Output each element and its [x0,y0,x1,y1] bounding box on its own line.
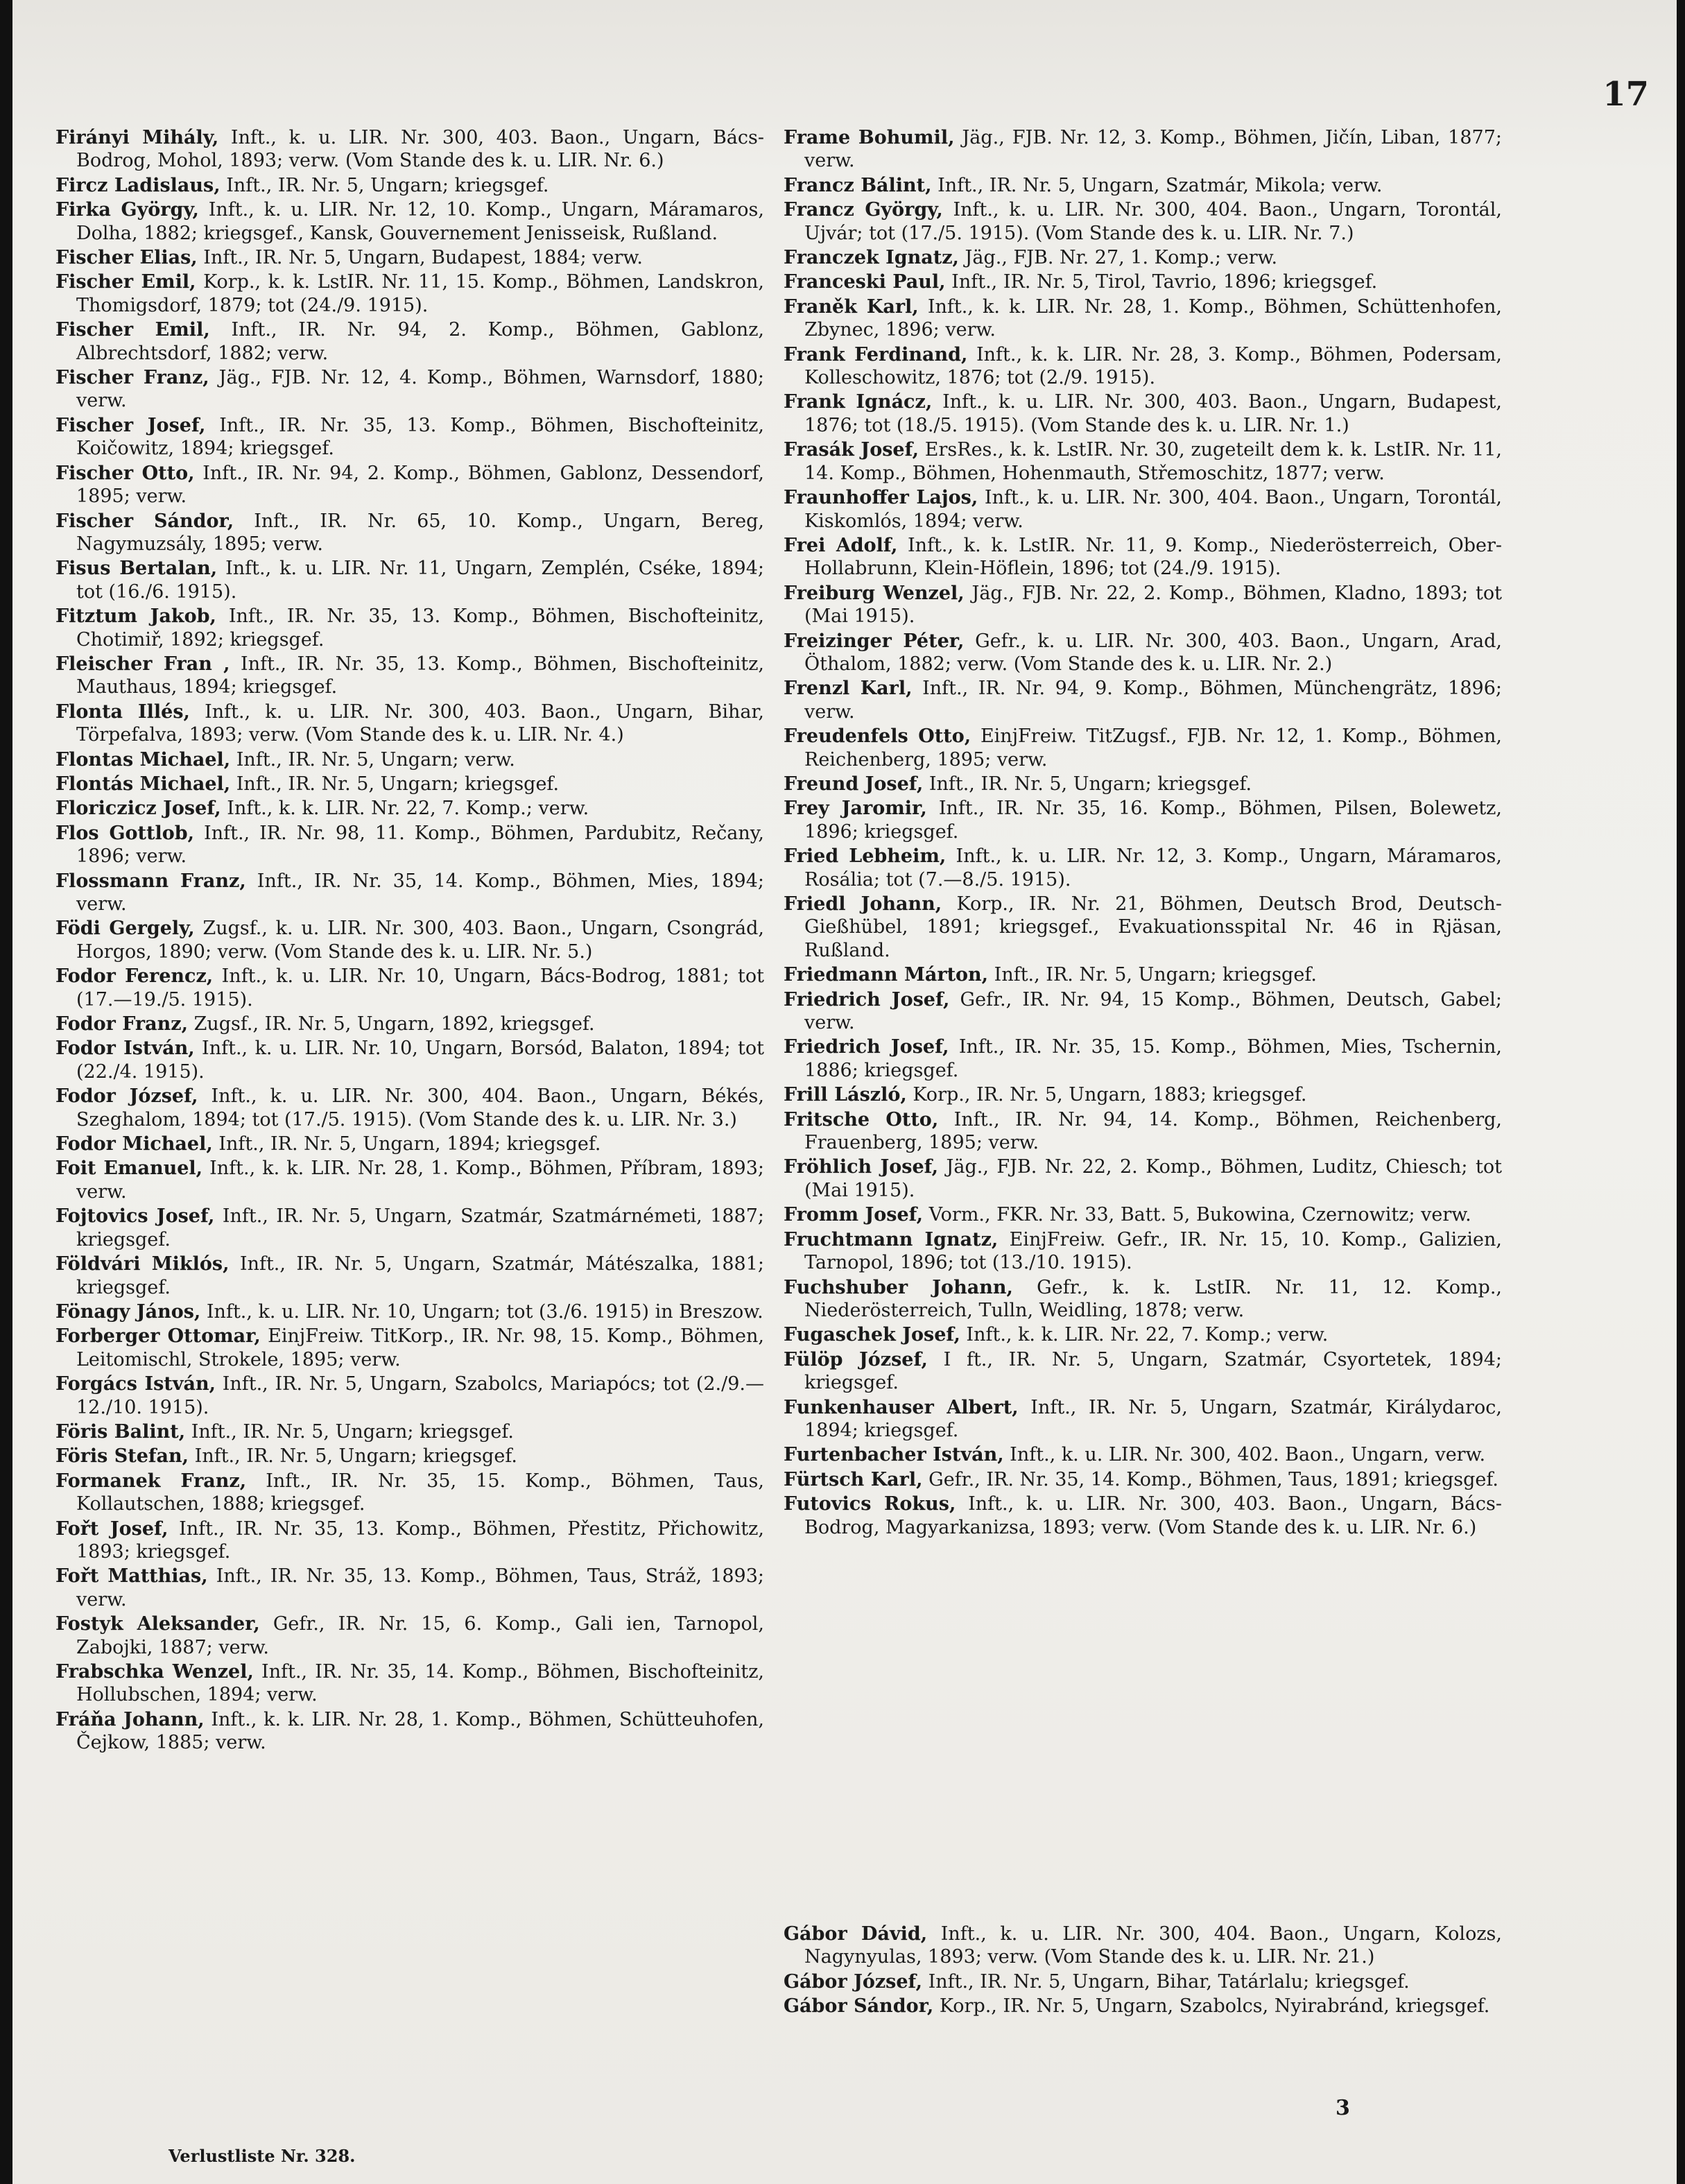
entry-name: Gábor József, [784,1970,922,1993]
entry-details: ErsRes., k. k. LstIR. Nr. 30, zugeteilt dem k. k. LstIR. Nr. 11, 14. Komp., Böhmen, Hohenmauth, Střemoschitz, 1877; verw. [804,439,1502,484]
entry-name: Frasák Josef, [784,439,919,461]
entry-details: Inft., k. u. LIR. Nr. 300, 404. Baon., Ungarn, Torontál, Kiskomlós, 1894; verw. [804,487,1503,532]
entry-details: Inft., IR. Nr. 5, Ungarn, Szatmár, Szatmárnémeti, 1887; kriegsgef. [76,1205,764,1250]
list-entry [55,366,764,413]
list-entry [784,1468,1502,1491]
entry-details: Inft., IR. Nr. 35, 14. Komp., Böhmen, Bischofteinitz, Hollubschen, 1894; verw. [76,1661,765,1706]
list-entry [784,486,1502,533]
entry-details: Inft., IR. Nr. 94, 14. Komp., Böhmen, Reichenberg, Frauenberg, 1895; verw. [804,1108,1502,1154]
list-entry [784,198,1502,245]
entry-details: Inft., IR. Nr. 94, 2. Komp., Böhmen, Gablonz, Albrechtsdorf, 1882; verw. [76,319,765,364]
list-entry [784,1923,1502,1969]
entry-details: Inft., k. k. LIR. Nr. 28, 1. Komp., Böhmen, Příbram, 1893; verw. [76,1158,764,1203]
list-entry [784,893,1502,962]
list-entry [784,988,1502,1035]
entry-name: Foit Emanuel, [55,1158,203,1180]
left-column [55,126,764,1756]
list-entry [55,1565,764,1611]
entry-details: Inft., IR. Nr. 5, Ungarn, Budapest, 1884; verw. [197,247,643,269]
entry-name: Fitztum Jakob, [55,605,216,628]
entry-name: Freiburg Wenzel, [784,582,965,604]
entry-details: Inft., IR. Nr. 5, Ungarn; kriegsgef. [230,773,560,795]
entry-details: Gefr., k. k. LstIR. Nr. 11, 12. Komp., Niederösterreich, Tulln, Weidling, 1878; verw. [804,1276,1503,1321]
list-entry [55,700,764,747]
entry-name: Fojtovics Josef, [55,1205,215,1228]
list-entry [55,1157,764,1203]
entry-details: Inft., k. u. LIR. Nr. 300, 403. Baon., Ungarn, Bács-Bodrog, Mohol, 1893; verw. (Vom Stande des k. u. LIR. Nr. 6.) [76,127,764,172]
entry-details: Inft., IR. Nr. 94, 2. Komp., Böhmen, Gablonz, Dessendorf, 1895; verw. [76,462,765,508]
entry-name: Fruchtmann Ignatz, [784,1228,999,1250]
entry-name: Frame Bohumil, [784,127,955,148]
list-entry [55,605,764,651]
entry-details: Inft., k. u. LIR. Nr. 300, 404. Baon., Ungarn, Békés, Szeghalom, 1894; tot (17./5. 1915). (Vom Stande des k. u. LIR. Nr. 3.) [76,1085,764,1130]
entry-name: Fischer Emil, [55,271,196,293]
entry-details: Inft., IR. Nr. 5, Ungarn, Szatmár, Királydaroc, 1894; kriegsgef. [804,1396,1502,1441]
entry-details: Inft., k. k. LIR. Nr. 28, 1. Komp., Böhmen, Schütteuhofen, Čejkow, 1885; verw. [76,1708,764,1754]
list-entry [55,1613,764,1659]
entry-name: Fischer Elias, [55,247,198,269]
entry-name: Gábor Dávid, [784,1923,928,1945]
entry-details: Inft., IR. Nr. 98, 11. Komp., Böhmen, Pardubitz, Rečany, 1896; verw. [76,822,764,868]
footer-list-number: Verlustliste Nr. 328. [168,2146,356,2166]
entry-name: Flossmann Franz, [55,870,246,892]
entry-name: Freizinger Péter, [784,630,965,652]
entry-name: Fostyk Aleksander, [55,1613,260,1635]
entry-details: Inft., IR. Nr. 5, Ungarn, Szatmár, Mátészalka, 1881; kriegsgef. [76,1253,764,1298]
entry-details: Inft., IR. Nr. 5, Ungarn; kriegsgef. [923,773,1252,795]
entry-name: Flos Gottlob, [55,822,195,844]
entry-name: Frank Ferdinand, [784,343,968,366]
entry-details: Inft., k. u. LIR. Nr. 10, Ungarn, Bács-Bodrog, 1881; tot (17.—19./5. 1915). [76,965,764,1011]
entry-details: Gefr., k. u. LIR. Nr. 300, 403. Baon., Ungarn, Arad, Öthalom, 1882; verw. (Vom Stande des k. u. LIR. Nr. 2.) [804,630,1502,675]
entry-details: Inft., k. u. LIR. Nr. 10, Ungarn; tot (3./6. 1915) in Breszow. [200,1300,763,1323]
entry-name: Fodor Franz, [55,1013,188,1035]
entry-details: Gefr., IR. Nr. 15, 6. Komp., Gali ien, Tarnopol, Zabojki, 1887; verw. [76,1613,765,1658]
entry-details: Inft., IR. Nr. 65, 10. Komp., Ungarn, Bereg, Nagymuzsály, 1895; verw. [76,510,765,555]
list-entry [55,1660,764,1707]
list-entry [55,870,764,916]
entry-name: Fodor József, [55,1085,198,1108]
entry-details: Inft., IR. Nr. 5, Tirol, Tavrio, 1896; kriegsgef. [945,271,1378,293]
entry-name: Fried Lebheim, [784,845,947,868]
entry-details: Inft., IR. Nr. 5, Ungarn; kriegsgef. [185,1420,514,1443]
list-entry [55,198,764,245]
entry-details: Inft., IR. Nr. 5, Ungarn; verw. [230,748,515,771]
list-entry [784,174,1502,197]
entry-name: Firka György, [55,199,199,221]
list-entry [55,917,764,963]
entry-name: Francz Bálint, [784,174,932,196]
entry-name: Friedmann Márton, [784,964,989,986]
list-entry [784,1155,1502,1202]
list-entry [55,1253,764,1299]
entry-details: Inft., k. k. LIR. Nr. 28, 3. Komp., Böhmen, Podersam, Kolleschowitz, 1876; tot (2./9. 1915). [804,343,1502,389]
list-entry [55,653,764,699]
list-entry [55,174,764,197]
entry-details: Vorm., FKR. Nr. 33, Batt. 5, Bukowina, Czernowitz; verw. [923,1204,1471,1226]
list-entry [784,246,1502,269]
g-section-list [784,1923,1502,2020]
list-entry [784,630,1502,676]
entry-name: Földvári Miklós, [55,1253,230,1275]
entry-details: I ft., IR. Nr. 5, Ungarn, Szatmár, Csyortetek, 1894; kriegsgef. [804,1348,1502,1394]
entry-details: Inft., IR. Nr. 35, 14. Komp., Böhmen, Mies, 1894; verw. [76,870,764,915]
list-entry [55,557,764,603]
list-entry [784,725,1502,771]
entry-name: Fischer Otto, [55,462,195,484]
list-entry [784,797,1502,843]
entry-name: Frabschka Wenzel, [55,1661,254,1683]
entry-name: Gábor Sándor, [784,1995,934,2018]
list-entry [784,1443,1502,1466]
entry-details: Inft., IR. Nr. 35, 13. Komp., Böhmen, Taus, Stráž, 1893; verw. [76,1565,764,1610]
list-entry [55,462,764,508]
entry-details: Inft., k. u. LIR. Nr. 300, 402. Baon., Ungarn, verw. [1003,1444,1486,1466]
list-entry [784,773,1502,796]
list-entry [55,510,764,556]
entry-details: Inft., k. u. LIR. Nr. 300, 403. Baon., Ungarn, Bihar, Törpefalva, 1893; verw. (Vom Stande des k. u. LIR. Nr. 4.) [76,700,764,746]
entry-name: Fischer Franz, [55,367,209,389]
right-column [784,126,1502,1540]
list-entry [784,1203,1502,1226]
entry-details: Inft., k. k. LIR. Nr. 22, 7. Komp.; verw. [960,1324,1329,1346]
entry-details: Inft., k. k. LstIR. Nr. 11, 9. Komp., Niederösterreich, Ober-Hollabrunn, Klein-Höflein, 1896; tot (24./9. 1915). [804,534,1502,580]
entry-name: Fromm Josef, [784,1204,924,1226]
list-entry [55,1517,764,1564]
entry-name: Fodor István, [55,1038,195,1060]
entry-details: Korp., IR. Nr. 5, Ungarn, Szabolcs, Nyirabránd, kriegsgef. [933,1995,1490,2018]
entry-details: Inft., IR. Nr. 5, Ungarn, Szabolcs, Mariapócs; tot (2./9.—12./10. 1915). [76,1373,764,1418]
list-entry [55,1205,764,1251]
entry-name: Funkenhauser Albert, [784,1396,1019,1418]
entry-name: Föris Stefan, [55,1445,189,1468]
entry-name: Fischer Emil, [55,319,210,341]
entry-name: Friedrich Josef, [784,988,950,1011]
list-entry [55,773,764,796]
entry-name: Fraunhoffer Lajos, [784,487,978,509]
entry-name: Furtenbacher István, [784,1444,1004,1466]
entry-name: Flontas Michael, [55,748,231,771]
entry-name: Futovics Rokus, [784,1493,956,1515]
list-entry [55,246,764,269]
entry-name: Fülöp József, [784,1348,928,1370]
entry-details: Inft., k. u. LIR. Nr. 11, Ungarn, Zemplén, Cséke, 1894; tot (16./6. 1915). [76,558,764,603]
entry-name: Friedrich Josef, [784,1036,949,1058]
entry-name: Formanek Franz, [55,1470,247,1492]
entry-details: Inft., IR. Nr. 5, Ungarn; kriegsgef. [988,964,1317,986]
entry-name: Flonta Illés, [55,700,190,723]
entry-name: Fráňa Johann, [55,1708,205,1730]
list-entry [55,1037,764,1083]
entry-details: Inft., IR. Nr. 94, 9. Komp., Böhmen, Münchengrätz, 1896; verw. [804,678,1502,723]
entry-details: Inft., k. k. LIR. Nr. 22, 7. Komp.; verw. [221,798,589,820]
entry-details: EinjFreiw. TitZugsf., FJB. Nr. 12, 1. Komp., Böhmen, Reichenberg, 1895; verw. [804,725,1503,771]
entry-details: Gefr., IR. Nr. 35, 14. Komp., Böhmen, Taus, 1891; kriegsgef. [922,1468,1498,1490]
entry-name: Fritsche Otto, [784,1108,939,1130]
list-entry [784,343,1502,390]
entry-name: Frei Adolf, [784,534,898,556]
entry-name: Freund Josef, [784,773,924,795]
list-entry [55,1708,764,1755]
entry-details: Inft., k. u. LIR. Nr. 12, 10. Komp., Ungarn, Máramaros, Dolha, 1882; kriegsgef., Kansk, Gouvernement Jenisseisk, Rußland. [76,199,764,244]
entry-details: Inft., k. u. LIR. Nr. 12, 3. Komp., Ungarn, Máramaros, Rosália; tot (7.—8./5. 1915). [804,845,1502,891]
entry-name: Föris Balint, [55,1420,186,1443]
list-entry [784,845,1502,891]
list-entry [784,295,1502,342]
list-entry [784,534,1502,581]
list-entry [55,126,764,173]
entry-name: Frill László, [784,1084,907,1106]
entry-name: Franczek Ignatz, [784,247,959,269]
entry-details: Inft., IR. Nr. 35, 15. Komp., Böhmen, Mies, Tschernin, 1886; kriegsgef. [804,1036,1502,1081]
entry-name: Fönagy János, [55,1300,201,1323]
entry-details: Inft., IR. Nr. 35, 13. Komp., Böhmen, Přestitz, Přichowitz, 1893; kriegsgef. [76,1517,764,1563]
entry-name: Fořt Josef, [55,1517,168,1540]
list-entry [784,1228,1502,1275]
entry-details: Inft., IR. Nr. 5, Ungarn, 1894; kriegsgef. [212,1133,601,1155]
list-entry [55,1420,764,1443]
entry-details: Jäg., FJB. Nr. 22, 2. Komp., Böhmen, Kladno, 1893; tot (Mai 1915). [804,582,1502,628]
entry-details: Inft., IR. Nr. 5, Ungarn, Bihar, Tatárlalu; kriegsgef. [922,1970,1410,1993]
entry-details: Inft., k. k. LIR. Nr. 28, 1. Komp., Böhmen, Schüttenhofen, Zbynec, 1896; verw. [804,295,1502,341]
entry-name: Fürtsch Karl, [784,1468,923,1490]
entry-details: Inft., IR. Nr. 35, 16. Komp., Böhmen, Pilsen, Bolewetz, 1896; kriegsgef. [804,798,1502,843]
entry-name: Fircz Ladislaus, [55,174,221,196]
entry-details: Jäg., FJB. Nr. 12, 4. Komp., Böhmen, Warnsdorf, 1880; verw. [76,367,765,412]
document-page [12,0,1677,2184]
list-entry [55,1133,764,1155]
entry-name: Fodor Michael, [55,1133,213,1155]
entry-details: Korp., k. k. LstIR. Nr. 11, 15. Komp., Böhmen, Landskron, Thomigsdorf, 1879; tot (24./9. 1915). [76,271,764,316]
list-entry [55,797,764,820]
entry-name: Fischer Sándor, [55,510,234,532]
entry-details: Jäg., FJB. Nr. 12, 3. Komp., Böhmen, Jičín, Liban, 1877; verw. [804,127,1502,172]
list-entry [55,1300,764,1323]
list-entry [55,270,764,317]
list-entry [55,748,764,771]
list-entry [784,270,1502,293]
entry-details: Korp., IR. Nr. 21, Böhmen, Deutsch Brod, Deutsch-Gießhübel, 1891; kriegsgef., Evakuationsspital Nr. 46 in Rjäsan, Rußland. [804,893,1502,961]
list-entry [55,965,764,1011]
entry-name: Fleischer Fran , [55,653,230,675]
entry-details: Inft., IR. Nr. 5, Ungarn, Szatmár, Mikola; verw. [931,174,1383,196]
list-entry [55,1013,764,1035]
entry-name: Födi Gergely, [55,918,195,940]
list-entry [55,1325,764,1371]
list-entry [55,318,764,365]
entry-name: Fořt Matthias, [55,1565,208,1588]
entry-name: Fisus Bertalan, [55,558,218,580]
list-entry [784,677,1502,723]
entry-details: Inft., IR. Nr. 35, 15. Komp., Böhmen, Taus, Kollautschen, 1888; kriegsgef. [76,1470,764,1515]
entry-details: Inft., IR. Nr. 5, Ungarn; kriegsgef. [189,1445,517,1468]
entry-name: Forberger Ottomar, [55,1325,261,1348]
entry-details: Inft., k. u. LIR. Nr. 10, Ungarn, Borsód, Balaton, 1894; tot (22./4. 1915). [76,1038,764,1083]
entry-name: Freudenfels Otto, [784,725,971,748]
entry-name: Fugaschek Josef, [784,1324,960,1346]
list-entry [55,822,764,868]
list-entry [55,1445,764,1468]
list-entry [55,1373,764,1419]
entry-name: Fischer Josef, [55,414,206,436]
list-entry [784,1348,1502,1395]
entry-name: Fröhlich Josef, [784,1156,939,1178]
entry-name: Franceski Paul, [784,271,946,293]
entry-name: Frenzl Karl, [784,678,913,700]
entry-details: Inft., IR. Nr. 35, 13. Komp., Böhmen, Bischofteinitz, Chotimiř, 1892; kriegsgef. [76,605,764,651]
list-entry [784,1323,1502,1346]
entry-name: Franěk Karl, [784,295,919,318]
entry-name: Fodor Ferencz, [55,965,214,988]
sheet-signature-mark: 3 [1336,2096,1350,2120]
entry-details: Inft., k. u. LIR. Nr. 300, 403. Baon., Ungarn, Budapest, 1876; tot (18./5. 1915). (Vom Stande des k. u. LIR. Nr. 1.) [804,391,1502,436]
entry-name: Frank Ignácz, [784,391,933,413]
list-entry [784,963,1502,986]
list-entry [784,582,1502,628]
list-entry [55,1085,764,1131]
entry-name: Firányi Mihály, [55,127,219,148]
entry-details: Gefr., IR. Nr. 94, 15 Komp., Böhmen, Deutsch, Gabel; verw. [804,988,1502,1034]
entry-name: Francz György, [784,199,943,221]
list-entry [784,438,1502,485]
entry-name: Floriczicz Josef, [55,798,221,820]
entry-details: EinjFreiw. TitKorp., IR. Nr. 98, 15. Komp., Böhmen, Leitomischl, Strokele, 1895; verw. [76,1325,764,1370]
list-entry [784,1083,1502,1106]
entry-name: Friedl Johann, [784,893,942,915]
entry-details: Zugsf., k. u. LIR. Nr. 300, 403. Baon., Ungarn, Csongrád, Horgos, 1890; verw. (Vom Stande des k. u. LIR. Nr. 5.) [76,918,764,963]
list-entry [784,1970,1502,1993]
entry-details: Inft., IR. Nr. 35, 13. Komp., Böhmen, Bischofteinitz, Koičowitz, 1894; kriegsgef. [76,414,764,460]
entry-details: Zugsf., IR. Nr. 5, Ungarn, 1892, kriegsgef. [188,1013,595,1035]
list-entry [784,1493,1502,1539]
entry-details: Inft., IR. Nr. 5, Ungarn; kriegsgef. [220,174,549,196]
list-entry [784,1108,1502,1155]
list-entry [784,390,1502,437]
entry-details: Jäg., FJB. Nr. 22, 2. Komp., Böhmen, Luditz, Chiesch; tot (Mai 1915). [804,1156,1502,1201]
list-entry [784,126,1502,173]
entry-details: Korp., IR. Nr. 5, Ungarn, 1883; kriegsgef. [906,1084,1307,1106]
list-entry [784,1035,1502,1082]
entry-details: Jäg., FJB. Nr. 27, 1. Komp.; verw. [958,247,1278,269]
entry-name: Forgács István, [55,1373,216,1395]
list-entry [784,1276,1502,1323]
entry-name: Frey Jaromir, [784,798,927,820]
list-entry [55,414,764,461]
entry-name: Fuchshuber Johann, [784,1276,1013,1298]
list-entry [55,1470,764,1516]
entry-details: Inft., IR. Nr. 35, 13. Komp., Böhmen, Bischofteinitz, Mauthaus, 1894; kriegsgef. [76,653,765,698]
list-entry [784,1995,1502,2018]
entry-details: Inft., k. u. LIR. Nr. 300, 404. Baon., Ungarn, Torontál, Ujvár; tot (17./5. 1915). (Vom Stande des k. u. LIR. Nr. 7.) [804,199,1502,244]
list-entry [784,1396,1502,1443]
entry-details: Inft., k. u. LIR. Nr. 300, 404. Baon., Ungarn, Kolozs, Nagynyulas, 1893; verw. (Vom Stande des k. u. LIR. Nr. 21.) [804,1923,1502,1968]
entry-details: Inft., k. u. LIR. Nr. 300, 403. Baon., Ungarn, Bács-Bodrog, Magyarkanizsa, 1893; verw. (Vom Stande des k. u. LIR. Nr. 6.) [804,1493,1502,1538]
entry-name: Flontás Michael, [55,773,231,795]
page-number: 17 [1602,75,1649,114]
entry-details: EinjFreiw. Gefr., IR. Nr. 15, 10. Komp., Galizien, Tarnopol, 1896; tot (13./10. 1915). [804,1228,1503,1274]
